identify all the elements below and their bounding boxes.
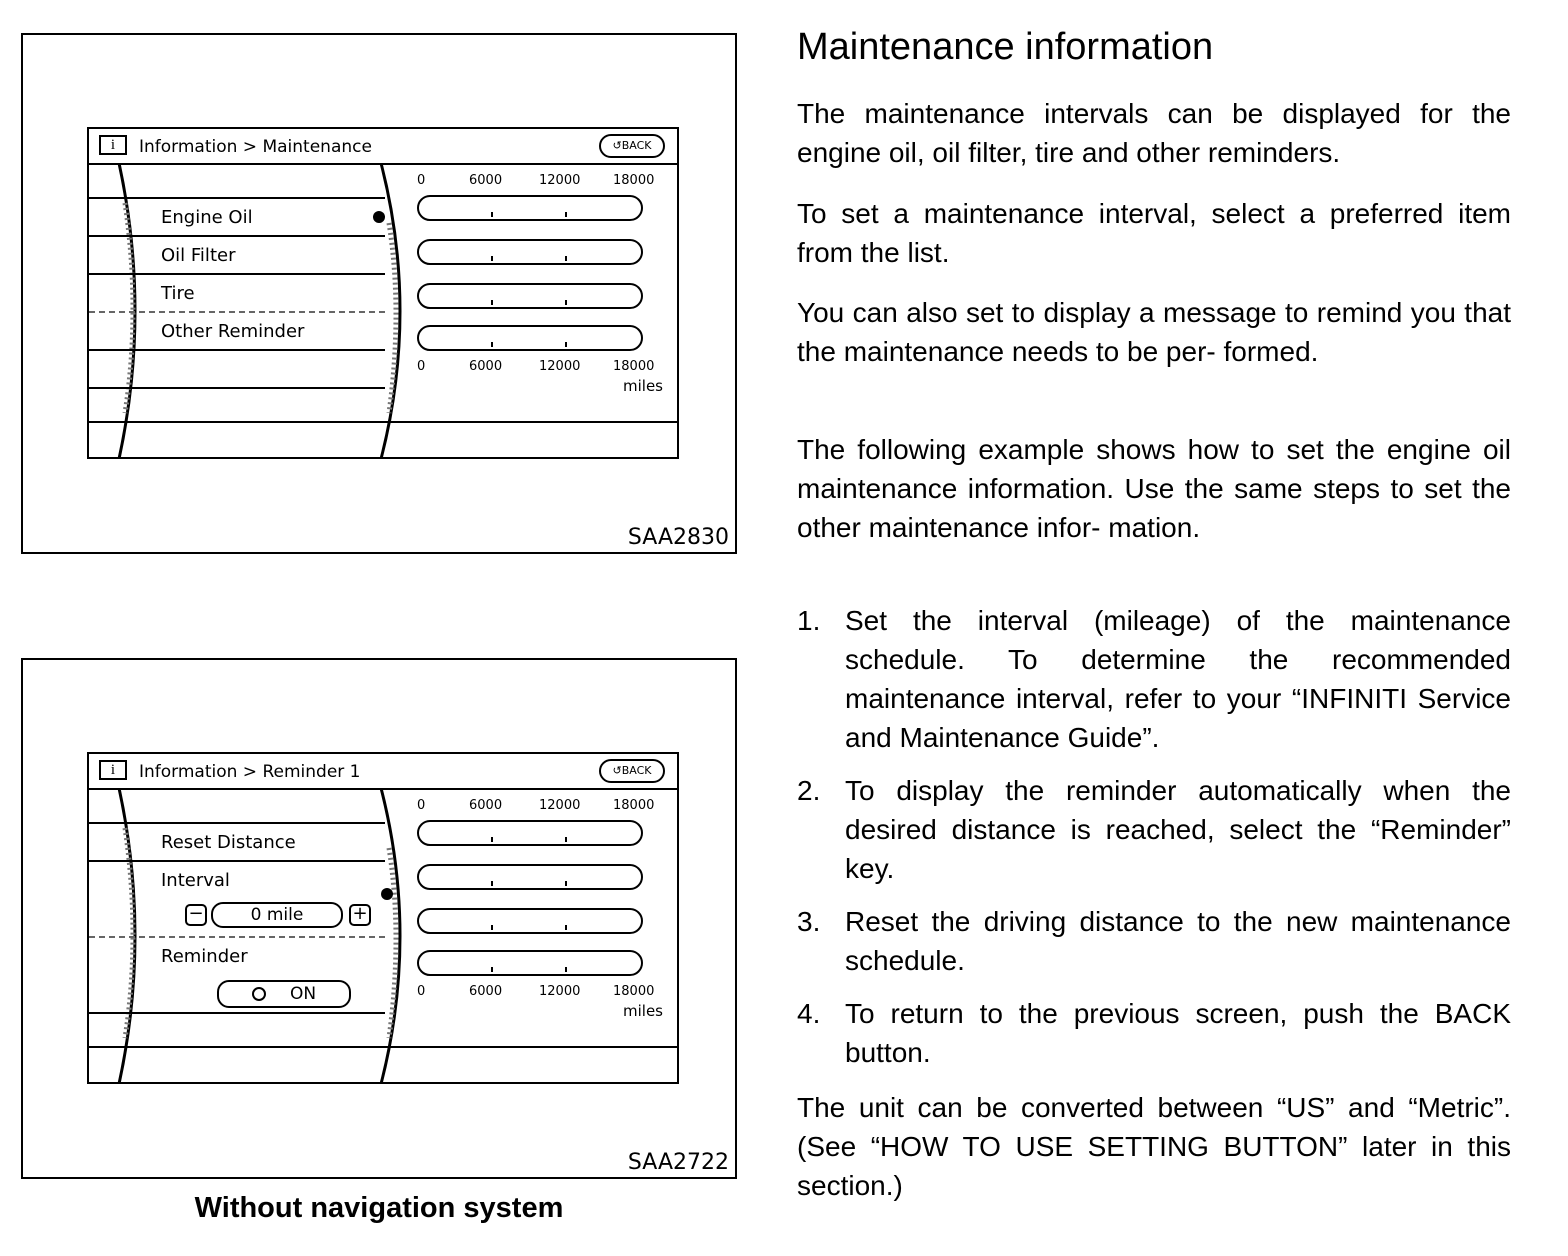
menu-item-oil-filter[interactable]: Oil Filter <box>161 245 236 266</box>
paragraph-text: To set a maintenance interval, select a preferred item from the list. <box>797 198 1511 268</box>
step-item <box>797 902 1511 980</box>
step-text: To return to the previous screen, push the BACK button. <box>845 998 1511 1068</box>
row-divider <box>89 349 385 351</box>
paragraph <box>797 1088 1511 1205</box>
scale-label: 18000 <box>613 173 655 188</box>
row-divider <box>89 936 385 938</box>
row-divider <box>89 822 385 824</box>
row-divider <box>89 860 385 862</box>
step-number: 2. <box>797 775 821 806</box>
paragraph-text: The unit can be converted between “US” and “Metric”. (See “HOW TO USE SETTING BUTTON” later in this section.) <box>797 1092 1511 1201</box>
unit-label: miles <box>623 377 663 395</box>
interval-bar <box>417 195 643 221</box>
reminder-screen <box>87 752 679 1084</box>
scale-label: 12000 <box>539 173 581 188</box>
back-arrow-icon: ↺ <box>612 139 622 152</box>
paragraph <box>797 194 1511 272</box>
screen-header <box>89 129 677 165</box>
paragraph <box>797 293 1511 371</box>
interval-bar <box>417 820 643 846</box>
scale-label: 12000 <box>539 984 581 999</box>
article-head <box>797 24 1511 70</box>
indicator-light-icon <box>252 987 266 1001</box>
step-text: Reset the driving distance to the new maintenance schedule. <box>845 906 1511 976</box>
back-arrow-icon: ↺ <box>612 764 622 777</box>
maintenance-screen <box>87 127 679 459</box>
unit-label: miles <box>623 1002 663 1020</box>
row-divider <box>89 311 385 313</box>
step-number: 1. <box>797 605 821 636</box>
back-button[interactable] <box>599 134 665 158</box>
scale-label: 18000 <box>613 798 655 813</box>
paragraph-text: The following example shows how to set the engine oil maintenance information. Use the same steps to set the other maintenance infor- mation. <box>797 434 1511 543</box>
reminder-label: Reminder <box>161 946 248 967</box>
back-button[interactable] <box>599 759 665 783</box>
figure-caption: Without navigation system <box>194 1192 564 1224</box>
selection-indicator <box>381 888 393 900</box>
figure-code: SAA2722 <box>627 1150 729 1175</box>
reminder-value: ON <box>289 984 317 1004</box>
status-band <box>89 1046 677 1048</box>
step-number: 4. <box>797 998 821 1029</box>
figure-code: SAA2830 <box>627 525 729 550</box>
paragraph-text: You can also set to display a message to remind you that the maintenance needs to be per- formed. <box>797 297 1511 367</box>
info-icon: i <box>99 760 127 780</box>
breadcrumb: Information > Reminder 1 <box>139 762 361 782</box>
step-list <box>797 601 1511 1072</box>
step-number: 3. <box>797 906 821 937</box>
screen-header <box>89 754 677 790</box>
row-divider <box>89 235 385 237</box>
scale-label: 12000 <box>539 798 581 813</box>
selection-indicator <box>373 211 385 223</box>
menu-item-engine-oil[interactable]: Engine Oil <box>161 207 253 228</box>
paragraph <box>797 94 1511 172</box>
back-label: BACK <box>621 764 652 777</box>
row-divider <box>89 197 385 199</box>
menu-item-tire[interactable]: Tire <box>161 283 195 304</box>
scale-label: 18000 <box>613 359 655 374</box>
menu-item-reset-distance[interactable]: Reset Distance <box>161 832 296 853</box>
menu-item-other-reminder[interactable]: Other Reminder <box>161 321 305 342</box>
scale-label: 0 <box>417 359 426 374</box>
interval-value-field[interactable]: 0 mile <box>211 902 343 928</box>
paragraph <box>797 430 1511 547</box>
step-text: Set the interval (mileage) of the maintenance schedule. To determine the recommended maintenance interval, refer to your “INFINITI Service and Maintenance Guide”. <box>845 605 1511 753</box>
figure-reminder <box>21 658 737 1179</box>
section-title: Maintenance information <box>797 26 1214 68</box>
interval-bar <box>417 325 643 351</box>
step-text: To display the reminder automatically when the desired distance is reached, select the “Reminder” key. <box>845 775 1511 884</box>
scale-label: 12000 <box>539 359 581 374</box>
scale-label: 6000 <box>469 798 503 813</box>
paragraph-text: The maintenance intervals can be displayed for the engine oil, oil filter, tire and other reminders. <box>797 98 1511 168</box>
decrease-button[interactable]: − <box>185 904 207 926</box>
interval-bar <box>417 283 643 309</box>
interval-label: Interval <box>161 870 230 891</box>
reminder-toggle[interactable] <box>217 980 351 1008</box>
breadcrumb: Information > Maintenance <box>139 137 372 157</box>
interval-bar <box>417 864 643 890</box>
scale-label: 6000 <box>469 984 503 999</box>
scale-label: 0 <box>417 798 426 813</box>
interval-bar <box>417 950 643 976</box>
scale-label: 0 <box>417 984 426 999</box>
back-label: BACK <box>621 139 652 152</box>
step-item <box>797 994 1511 1072</box>
row-divider <box>89 387 385 389</box>
step-item <box>797 601 1511 757</box>
step-item <box>797 771 1511 888</box>
info-icon: i <box>99 135 127 155</box>
figure-maintenance <box>21 33 737 554</box>
scale-label: 6000 <box>469 173 503 188</box>
row-divider <box>89 273 385 275</box>
row-divider <box>89 1012 385 1014</box>
interval-bar <box>417 908 643 934</box>
scale-label: 6000 <box>469 359 503 374</box>
scale-label: 18000 <box>613 984 655 999</box>
increase-button[interactable]: + <box>349 904 371 926</box>
scale-label: 0 <box>417 173 426 188</box>
status-band <box>89 421 677 423</box>
interval-bar <box>417 239 643 265</box>
